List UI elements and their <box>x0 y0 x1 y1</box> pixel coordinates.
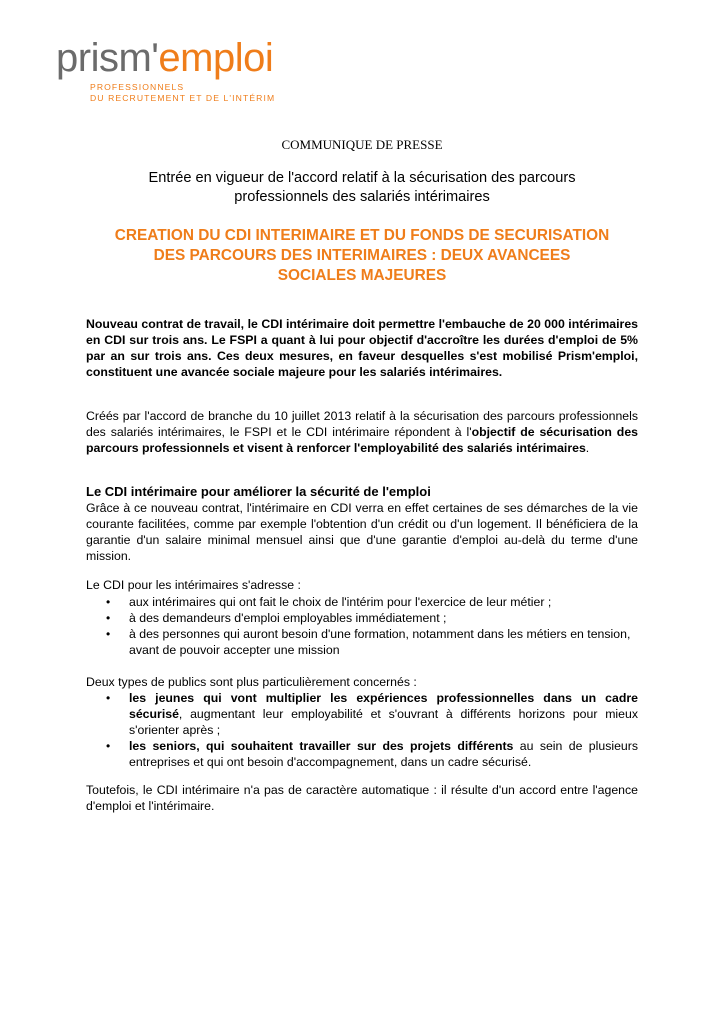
prismemploi-logo <box>56 36 356 106</box>
section-heading: Le CDI intérimaire pour améliorer la sécurité de l'emploi <box>86 484 431 499</box>
accord-text: Créés par l'accord de branche du 10 juillet 2013 relatif à la sécurisation des parcours professionnels des salariés intérimaires, le FSPI et le CDI intérimaire répondent à l' <box>86 409 638 439</box>
main-title-line-1: CREATION DU CDI INTERIMAIRE ET DU FONDS DE SECURISATION <box>114 227 610 244</box>
intro-paragraph: Nouveau contrat de travail, le CDI intérimaire doit permettre l'embauche de 20 000 intérimaires en CDI sur trois ans. Le FSPI a quant à lui pour objectif d'accroître les durées d'emploi de 5% par an sur trois ans. Ces deux mesures, en faveur desquelles s'est mobilisé Prism'emploi, constituent une avancée sociale majeure pour les salariés intérimaires. <box>86 317 638 379</box>
list-item: • aux intérimaires qui ont fait le choix de l'intérim pour l'exercice de leur métier ; <box>106 595 552 609</box>
accord-end: . <box>585 441 590 455</box>
bullet-icon: • <box>106 739 111 753</box>
bullet-icon: • <box>106 611 111 625</box>
audience-list <box>86 594 638 658</box>
press-release-heading: COMMUNIQUE DE PRESSE <box>281 137 443 152</box>
list-item: • à des demandeurs d'emploi employables immédiatement ; <box>106 611 447 625</box>
subtitle <box>110 169 614 207</box>
main-title <box>70 226 654 286</box>
bullet-icon: • <box>106 627 111 641</box>
cdi-audience-intro: Le CDI pour les intérimaires s'adresse : <box>86 578 301 592</box>
list-item: • les seniors, qui souhaitent travailler sur des projets différents au sein de plusieurs entreprises et qui ont besoin d'accompagnement, dans un cadre sécurisé. <box>106 739 638 769</box>
conclusion-paragraph: Toutefois, le CDI intérimaire n'a pas de caractère automatique : il résulte d'un accord entre l'agence d'emploi et l'intérimaire. <box>86 783 638 813</box>
main-title-line-3: SOCIALES MAJEURES <box>277 267 447 284</box>
logo-tagline-1: PROFESSIONNELS <box>90 82 185 92</box>
publics-intro: Deux types de publics sont plus particulièrement concernés : <box>86 675 417 689</box>
logo-tagline-2: DU RECRUTEMENT ET DE L'INTÉRIM <box>90 93 276 103</box>
bullet-icon: • <box>106 691 111 705</box>
accord-paragraph <box>86 408 638 456</box>
accord-objective: objectif de sécurisation des parcours professionnels et visent à renforcer l'employabilité des salariés intérimaires <box>86 425 638 455</box>
bullet-icon: • <box>106 595 111 609</box>
list-item: • à des personnes qui auront besoin d'une formation, notamment dans les métiers en tension, avant de pouvoir accepter une mission <box>106 627 631 657</box>
subtitle-line-1: Entrée en vigueur de l'accord relatif à la sécurisation des parcours <box>148 170 576 186</box>
cdi-benefits-paragraph: Grâce à ce nouveau contrat, l'intérimaire en CDI verra en effet certaines de ses démarches de la vie courante facilitées, comme par exemple l'obtention d'un crédit ou d'un logement. Il bénéficiera de la garantie d'un salaire minimal mensuel ainsi que d'une garantie d'emploi au-delà du terme d'une mission. <box>86 501 638 563</box>
subtitle-line-2: professionnels des salariés intérimaires <box>234 189 490 205</box>
list-item: • les jeunes qui vont multiplier les expériences professionnelles dans un cadre sécurisé, augmentant leur employabilité et s'ouvrant à différents horizons pour mieux s'orienter après ; <box>106 691 638 737</box>
main-title-line-2: DES PARCOURS DES INTERIMAIRES : DEUX AVANCEES <box>153 247 571 264</box>
logo-word-prism: prism' <box>56 36 159 80</box>
publics-list <box>86 690 638 770</box>
logo-word-emploi: emploi <box>158 36 274 80</box>
